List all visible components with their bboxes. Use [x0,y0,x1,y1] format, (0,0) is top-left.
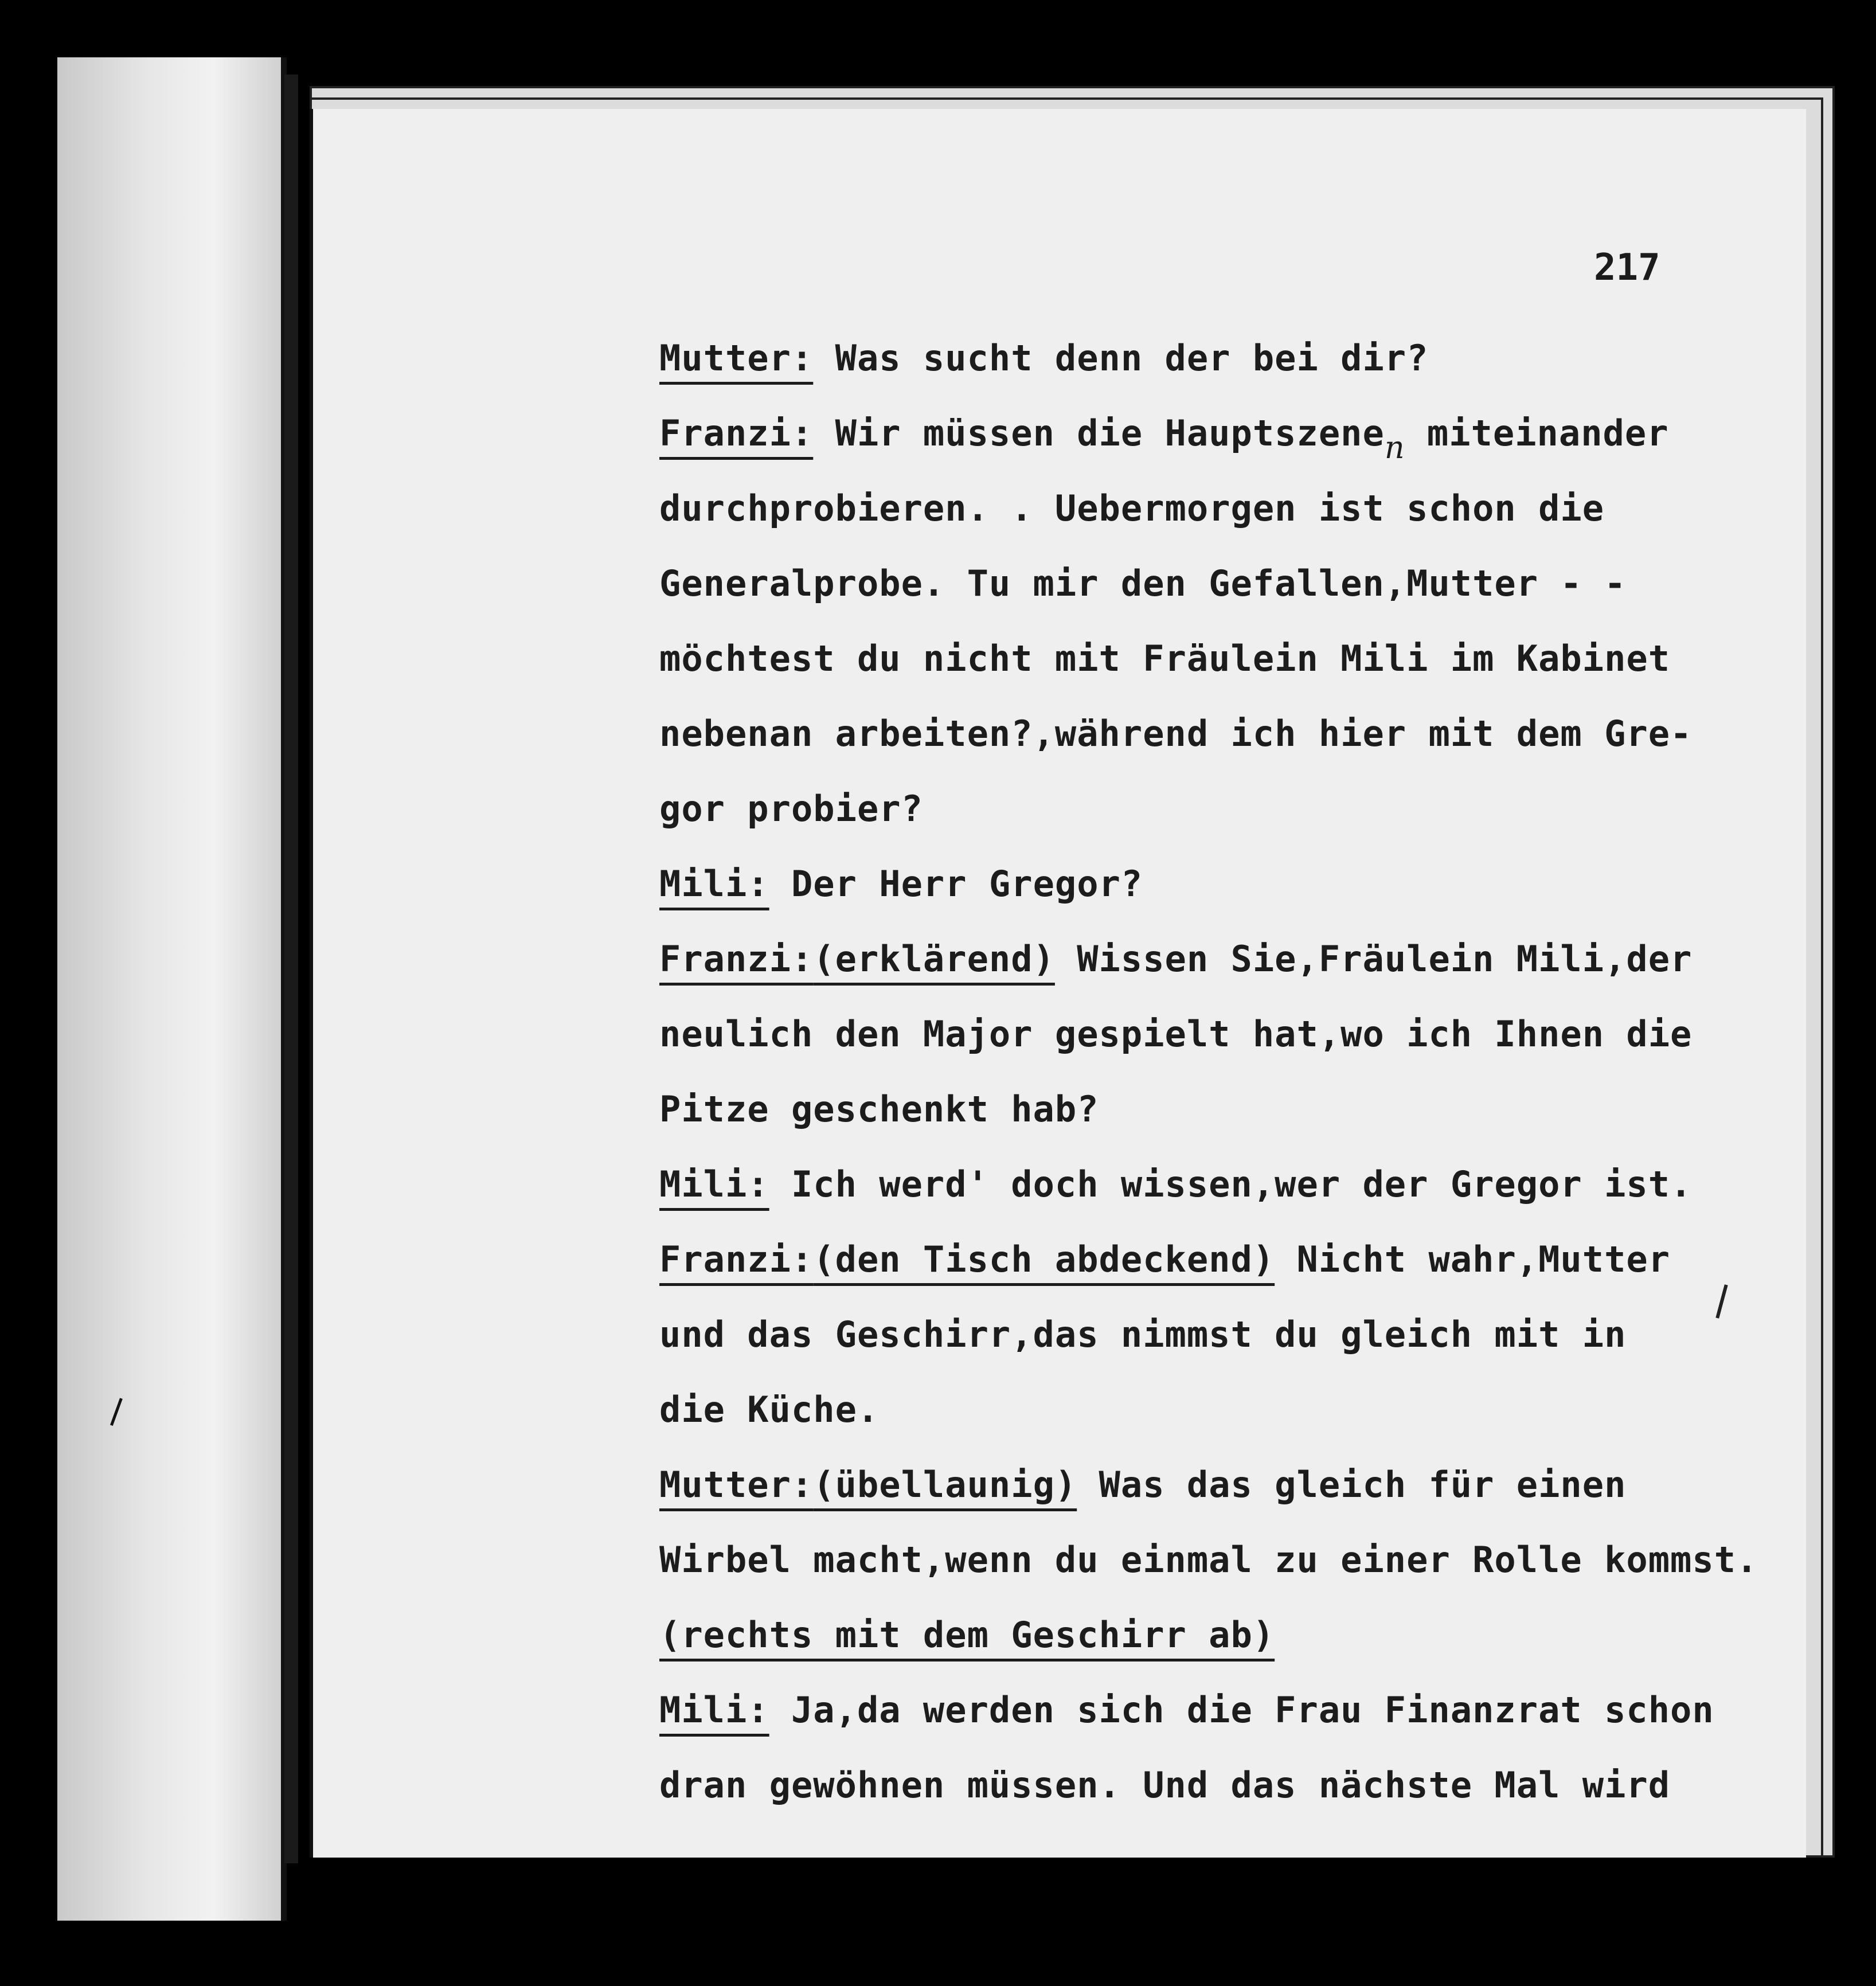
script-line [659,861,1783,936]
script-line [659,1312,1783,1387]
script-line [659,1687,1783,1762]
script-line [659,636,1783,711]
line-text: Wissen Sie,Fräulein Mili,der [1054,938,1693,980]
script-line [659,411,1783,486]
script-line [659,1237,1783,1312]
speaker-label: Mutter: [659,1464,814,1506]
line-text: miteinander [1405,412,1669,454]
line-text: die Küche. [659,1389,880,1430]
line-text: Generalprobe. Tu mir den Gefallen,Mutter - - [659,562,1627,604]
script-line [659,936,1783,1011]
stage-direction: (erklärend) [813,938,1055,980]
stage-direction: (übellaunig) [813,1464,1077,1506]
line-text: Wir müssen die Hauptszene [813,412,1385,454]
line-text: Ja,da werden sich die Frau Finanzrat schon [769,1689,1714,1731]
line-text: Nicht wahr,Mutter [1275,1238,1671,1280]
speaker-label: Mili: [659,863,769,905]
script-line [659,561,1783,636]
line-text: durchprobieren. . Uebermorgen ist schon die [659,487,1605,529]
script-line [659,1537,1783,1612]
handwritten-correction: n [1384,429,1405,466]
speaker-label: Franzi: [659,1238,814,1280]
line-text: nebenan arbeiten?,während ich hier mit dem Gre- [659,713,1693,754]
line-text: dran gewöhnen müssen. Und das nächste Mal wird [659,1764,1671,1806]
speaker-label: Franzi: [659,412,814,454]
binding-shadow [284,75,298,1863]
line-text: Ich werd' doch wissen,wer der Gregor ist. [769,1163,1693,1205]
speaker-label: Mutter: [659,337,814,379]
script-text [659,335,1783,1838]
page-number: 217 [1594,247,1660,289]
line-text: neulich den Major gespielt hat,wo ich Ihnen die [659,1013,1693,1055]
script-line [659,335,1783,411]
script-line [659,711,1783,786]
script-line [659,1162,1783,1237]
stage-direction: (rechts mit dem Geschirr ab) [659,1614,1275,1656]
script-line [659,1762,1783,1838]
speaker-label: Mili: [659,1689,769,1731]
script-line [659,1462,1783,1537]
speaker-label: Mili: [659,1163,769,1205]
line-text: und das Geschirr,das nimmst du gleich mit in [659,1313,1627,1355]
script-line [659,486,1783,561]
script-line [659,786,1783,861]
script-line [659,1612,1783,1687]
script-line [659,1011,1783,1086]
line-text: Pitze geschenkt hab? [659,1088,1099,1130]
line-text: Wirbel macht,wenn du einmal zu einer Rolle kommst. [659,1539,1758,1581]
stage-direction: (den Tisch abdeckend) [813,1238,1275,1280]
line-text: gor probier? [659,788,923,830]
line-text: Der Herr Gregor? [769,863,1143,905]
script-line [659,1387,1783,1462]
script-line [659,1086,1783,1162]
line-text: Was das gleich für einen [1077,1464,1627,1506]
binding-strip [57,57,287,1921]
line-text: Was sucht denn der bei dir? [813,337,1429,379]
line-text: möchtest du nicht mit Fräulein Mili im Kabinet [659,638,1671,679]
speaker-label: Franzi: [659,938,814,980]
